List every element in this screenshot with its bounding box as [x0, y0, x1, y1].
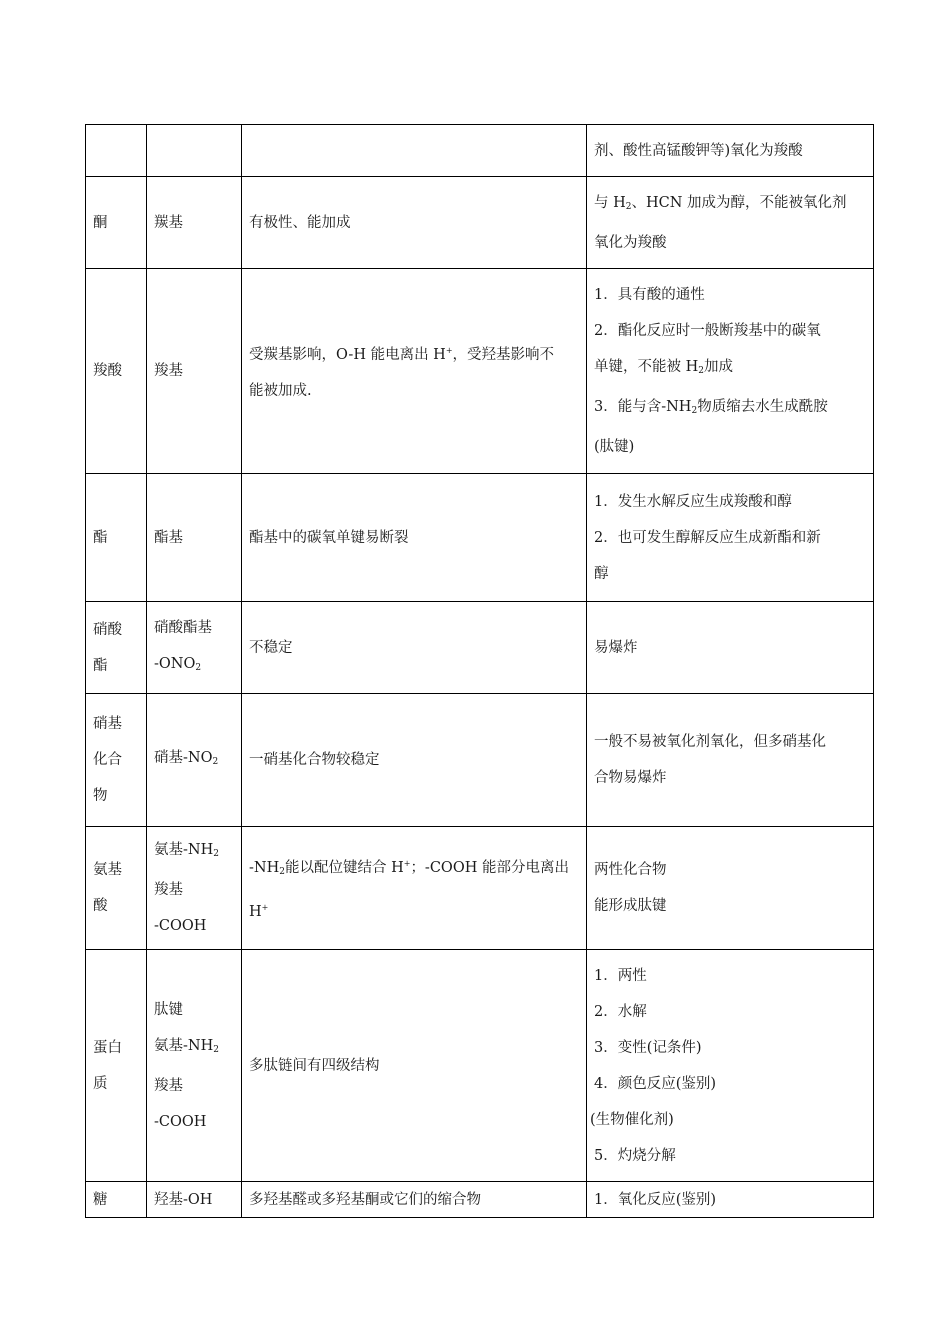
group-cell: 酯基	[147, 474, 242, 602]
group-cell: 羟基-OH	[147, 1182, 242, 1218]
group-cell: 硝基$-NO_2$	[147, 694, 242, 827]
property-cell: 一般不易被氧化剂氧化，但多硝基化 合物易爆炸	[587, 694, 874, 827]
property-cell: 易爆炸	[587, 602, 874, 694]
property-line: 剂、酸性高锰酸钾等)氧化为羧酸	[594, 142, 803, 159]
property-cell: 两性化合物 能形成肽键	[587, 827, 874, 950]
structure-cell: 酯基中的碳氧单键易断裂	[242, 474, 587, 602]
table-row	[86, 950, 874, 1182]
table-row	[86, 177, 874, 269]
structure-cell: 不稳定	[242, 602, 587, 694]
structure-cell: 有极性、能加成	[242, 177, 587, 269]
property-cell	[587, 125, 874, 177]
functional-group-table	[85, 124, 874, 1218]
compound-cell	[86, 125, 147, 177]
table-row	[86, 1182, 874, 1218]
structure-cell: 多羟基醛或多羟基酮或它们的缩合物	[242, 1182, 587, 1218]
structure-cell: 受羰基影响，O-H 能电离出 H+，受羟基影响不 能被加成.	[242, 269, 587, 474]
table-row	[86, 125, 874, 177]
table-row	[86, 474, 874, 602]
compound-cell: 酮	[86, 177, 147, 269]
compound-cell: 羧酸	[86, 269, 147, 474]
property-cell: 与 $H_2$、HCN 加成为醇，不能被氧化剂 氧化为羧酸	[587, 177, 874, 269]
property-cell: 1．具有酸的通性 2．酯化反应时一般断羧基中的碳氧 单键，不能被 $H_2$加成 3．能与含$-NH_2$物质缩去水生成酰胺 (肽键)	[587, 269, 874, 474]
group-cell: 肽键 氨基$-NH_2$ 羧基 -COOH	[147, 950, 242, 1182]
property-cell: 1．氧化反应(鉴别)	[587, 1182, 874, 1218]
group-cell: 羰基	[147, 177, 242, 269]
structure-cell: 多肽链间有四级结构	[242, 950, 587, 1182]
table-row	[86, 827, 874, 950]
compound-cell: 蛋白 质	[86, 950, 147, 1182]
table-row	[86, 694, 874, 827]
compound-cell: 硝基 化合 物	[86, 694, 147, 827]
table-row	[86, 269, 874, 474]
compound-cell: 氨基 酸	[86, 827, 147, 950]
compound-cell: 酯	[86, 474, 147, 602]
compound-cell: 糖	[86, 1182, 147, 1218]
group-cell: 氨基$-NH_2$ 羧基 -COOH	[147, 827, 242, 950]
group-cell: 硝酸酯基 $-ONO_2$	[147, 602, 242, 694]
compound-cell: 硝酸 酯	[86, 602, 147, 694]
structure-cell: $-NH_2$能以配位键结合 H+；-COOH 能部分电离出 H+	[242, 827, 587, 950]
group-cell	[147, 125, 242, 177]
property-cell: 1．发生水解反应生成羧酸和醇 2．也可发生醇解反应生成新酯和新 醇	[587, 474, 874, 602]
structure-cell	[242, 125, 587, 177]
group-cell: 羧基	[147, 269, 242, 474]
table-row	[86, 602, 874, 694]
property-cell: 1．两性 2．水解 3．变性(记条件) 4．颜色反应(鉴别) (生物催化剂) 5．灼烧分解	[587, 950, 874, 1182]
structure-cell: 一硝基化合物较稳定	[242, 694, 587, 827]
